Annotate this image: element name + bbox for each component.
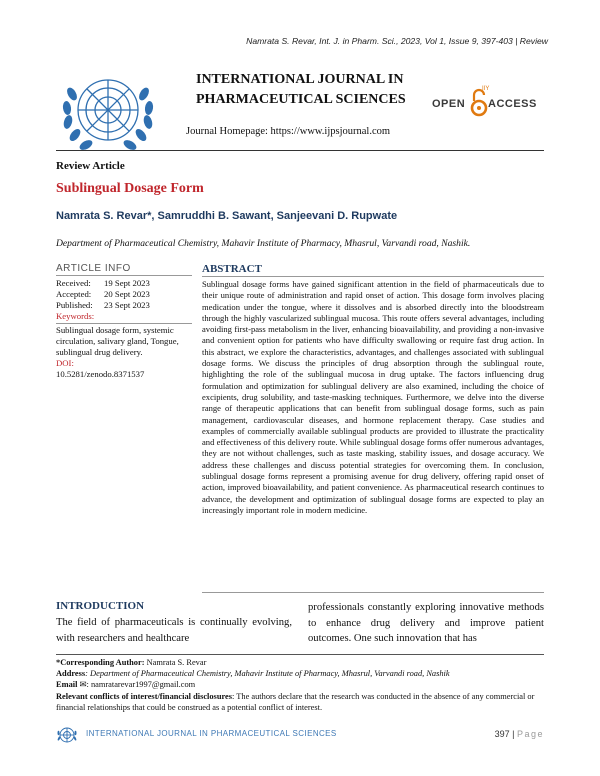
address-text: : Department of Pharmaceutical Chemistry, Mahavir Institute of Pharmacy, Mhasrul, Varvandi road, Nashik <box>85 669 450 679</box>
journal-title: INTERNATIONAL JOURNAL IN PHARMACEUTICAL SCIENCES <box>196 72 406 107</box>
conflict-line <box>56 691 544 713</box>
accepted-row <box>56 289 192 300</box>
introduction-text-right: professionals constantly exploring innovative methods to enhance drug delivery and improve patient outcomes. One such innovation that has <box>308 602 544 645</box>
address-label: Address <box>56 669 86 679</box>
page-footer <box>56 722 544 744</box>
doi-link[interactable]: 10.5281/zenodo.8371537 <box>56 369 145 379</box>
footnote-divider <box>56 654 544 655</box>
open-access-iiy-text: IIY <box>482 86 490 92</box>
footer-journal-name: INTERNATIONAL JOURNAL IN PHARMACEUTICAL SCIENCES <box>86 729 337 738</box>
keywords-label: Keywords: <box>56 311 95 321</box>
abstract-divider <box>202 592 544 593</box>
conflict-label: Relevant conflicts of interest/financial disclosures <box>56 691 233 701</box>
email-label: Email <box>56 680 78 690</box>
corresponding-author-name: Namrata S. Revar <box>146 658 207 667</box>
received-label: Received: <box>56 278 91 288</box>
open-access-access-text: ACCESS <box>488 98 537 110</box>
author-list: Namrata S. Revar*, Samruddhi B. Sawant, Sanjeevani D. Rupwate <box>56 210 398 222</box>
page-number-separator: | <box>512 729 515 739</box>
journal-homepage[interactable]: Journal Homepage: https://www.ijpsjournal.com <box>186 126 391 137</box>
footnotes <box>56 657 544 713</box>
header-divider <box>56 150 544 151</box>
author-affiliation: Department of Pharmaceutical Chemistry, Mahavir Institute of Pharmacy, Mhasrul, Varvandi road, Nashik. <box>56 238 471 249</box>
footer-emblem-icon <box>56 724 78 746</box>
published-label: Published: <box>56 300 93 310</box>
page-word: Page <box>516 729 544 739</box>
page-number-value: 397 <box>494 729 510 739</box>
article-info-heading: ARTICLE INFO <box>56 263 192 276</box>
email-line <box>56 679 544 690</box>
introduction-heading: INTRODUCTION <box>56 600 145 612</box>
un-emblem-logo <box>56 64 160 160</box>
doi-label: DOI: <box>56 358 74 368</box>
email-address[interactable]: : namratarevar1997@gmail.com <box>86 680 196 690</box>
open-access-open-text: OPEN <box>432 98 466 110</box>
info-divider <box>56 323 192 324</box>
article-title: Sublingual Dosage Form <box>56 181 204 196</box>
open-lock-icon <box>470 88 488 118</box>
received-date: 19 Sept 2023 <box>104 278 150 288</box>
introduction-text-left: The field of pharmaceuticals is continually evolving, with researchers and healthcare <box>56 617 292 644</box>
corresponding-author-line <box>56 657 544 668</box>
address-line <box>56 668 544 679</box>
abstract-heading: ABSTRACT <box>202 263 544 277</box>
abstract-text: Sublingual dosage forms have gained significant attention in the field of pharmaceuticals due to their unique route of administration and rapid onset of action. This dosage form involves placing medication under the tongue, where it dissolves and is absorbed directly into the bloodstream through the highly vascularized sublingual mucosa. This route offers several advantages, including avoiding first-pass metabolism in the liver, enhancing bioavailability, and providing a non-invasive and convenient option for patients who have difficulty swallowing or require fast drug action. In this abstract, we explore the characteristics, advantages, and challenges associated with sublingual dosage forms. We discuss the principles of drug absorption through the sublingual route, highlighting the role of the sublingual mucosa in drug uptake. The factors influencing drug formulation and optimization for sublingual delivery are also examined, including the choice of excipients, drug solubility, and taste-masking techniques. Furthermore, we delve into the diverse range of therapeutic applications that can benefit from sublingual dosage forms, such as pain management, cardiovascular diseases, and hormone replacement therapy. Case studies and examples of commercially available sublingual products are provided to illustrate the practicality and effectiveness of this delivery route. While sublingual dosage forms offer numerous advantages, they are not without challenges, such as taste masking, stability issues, and dosage accuracy. We address these challenges and discuss potential strategies for overcoming them. In conclusion, sublingual dosage forms represent a promising avenue for drug delivery, offering rapid onset of action, improved bioavailability, and patient convenience. As pharmaceutical research continues to advance, the development and optimization of sublingual dosage forms are expected to play an increasingly important role in modern medicine. <box>202 279 544 515</box>
article-info-panel <box>56 278 192 380</box>
conflict-text: : The authors declare that the research was conducted in the absence of any commercial or financial relationships that could be construed as a potential conflict of interest. <box>56 691 535 712</box>
published-row <box>56 300 192 311</box>
accepted-date: 20 Sept 2023 <box>104 289 150 299</box>
article-type: Review Article <box>56 160 125 172</box>
page-number <box>495 729 544 739</box>
open-access-badge <box>430 88 550 128</box>
running-head: Namrata S. Revar, Int. J. in Pharm. Sci., 2023, Vol 1, Issue 9, 397-403 | Review <box>246 36 548 46</box>
keywords-text: Sublingual dosage form, systemic circulation, salivary gland, Tongue, sublingual drug delivery. <box>56 325 179 357</box>
corresponding-author-label: *Corresponding Author: <box>56 658 145 667</box>
accepted-label: Accepted: <box>56 289 92 299</box>
received-row <box>56 278 192 289</box>
published-date: 23 Sept 2023 <box>104 300 150 310</box>
email-icon: ✉ <box>79 680 87 690</box>
